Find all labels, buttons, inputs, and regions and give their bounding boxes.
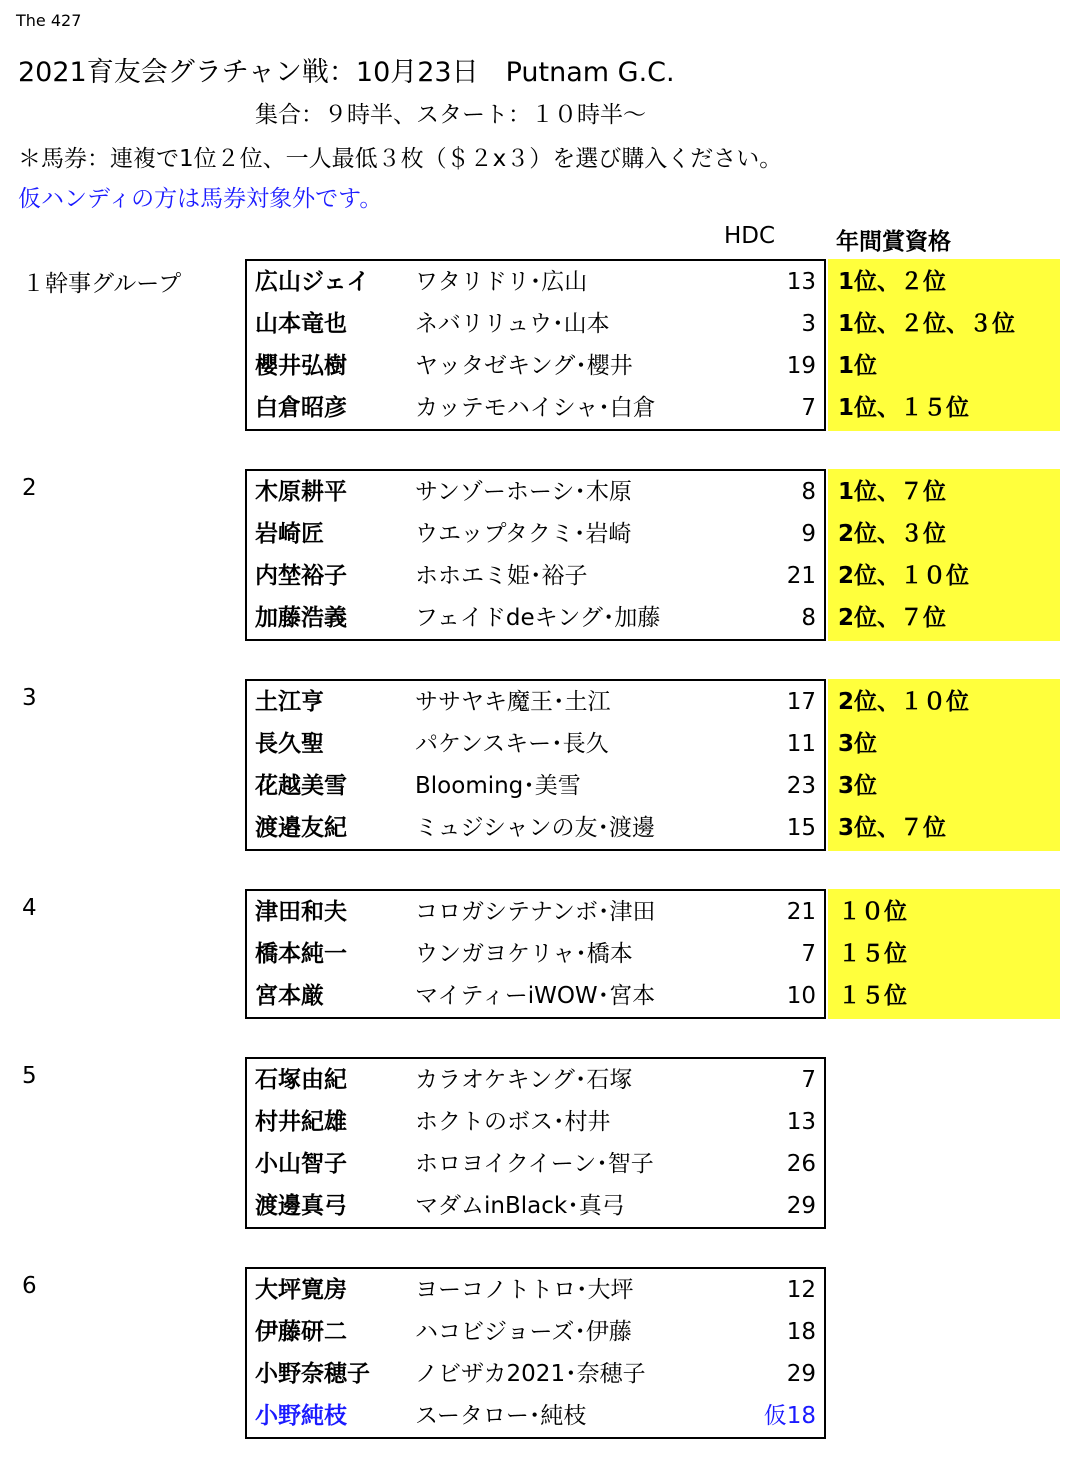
player-name: 伊藤研二 (255, 1319, 347, 1345)
group-table (245, 469, 826, 641)
meeting-time: 集合：９時半、スタート：１０時半〜 (255, 102, 646, 128)
player-handicap: 11 (786, 731, 816, 757)
award-eligibility: 2位、７位 (838, 605, 947, 631)
award-eligibility: 1位、２位 (838, 269, 947, 295)
award-eligibility: 2位、１０位 (838, 689, 970, 715)
player-row (247, 1353, 824, 1395)
player-name: 櫻井弘樹 (255, 353, 347, 379)
group-label: 5 (22, 1063, 37, 1089)
group-label: 4 (22, 895, 37, 921)
player-name: 小野奈穂子 (255, 1361, 370, 1387)
player-handicap: 15 (786, 815, 816, 841)
player-handicap: 21 (786, 899, 816, 925)
player-name: 広山ジェイ (255, 269, 370, 295)
player-name: 山本竜也 (255, 311, 347, 337)
player-name: 宮本厳 (255, 983, 324, 1009)
group-table (245, 1267, 826, 1439)
player-name: 渡邉友紀 (255, 815, 347, 841)
player-name: 村井紀雄 (255, 1109, 347, 1135)
player-handicap: 12 (786, 1277, 816, 1303)
player-name: 木原耕平 (255, 479, 347, 505)
player-nickname: ヤッタゼキング･櫻井 (415, 353, 633, 379)
player-row (247, 723, 824, 765)
provisional-handicap-note: 仮ハンディの方は馬券対象外です。 (18, 186, 383, 212)
player-row (247, 513, 824, 555)
player-nickname: ホホエミ姫･裕子 (415, 563, 588, 589)
player-handicap: 29 (786, 1361, 816, 1387)
doc-small-title: The 427 (16, 11, 82, 30)
player-nickname: フェイドdeキング･加藤 (415, 605, 661, 631)
player-handicap: 仮18 (763, 1403, 816, 1429)
player-nickname: カラオケキング･石塚 (415, 1067, 633, 1093)
player-row (247, 933, 824, 975)
player-handicap: 10 (786, 983, 816, 1009)
award-eligibility: １５位 (838, 983, 907, 1009)
player-row (247, 555, 824, 597)
player-nickname: ミュジシャンの友･渡邊 (415, 815, 656, 841)
player-handicap: 7 (801, 1067, 816, 1093)
player-nickname: コロガシテナンボ･津田 (415, 899, 656, 925)
player-row (247, 471, 824, 513)
group-label: 6 (22, 1273, 37, 1299)
group-table (245, 1057, 826, 1229)
player-nickname: サンゾーホーシ･木原 (415, 479, 632, 505)
award-eligibility: 3位、７位 (838, 815, 947, 841)
player-name: 長久聖 (255, 731, 324, 757)
player-name: 花越美雪 (255, 773, 347, 799)
player-row (247, 807, 824, 849)
player-nickname: ササヤキ魔王･土江 (415, 689, 611, 715)
player-row (247, 975, 824, 1017)
player-handicap: 19 (786, 353, 816, 379)
group-label: １幹事グループ (22, 271, 182, 297)
player-name: 石塚由紀 (255, 1067, 347, 1093)
award-eligibility: １５位 (838, 941, 907, 967)
award-eligibility: 3位 (838, 773, 878, 799)
player-nickname: ネバリリュウ･山本 (415, 311, 610, 337)
award-eligibility: １０位 (838, 899, 907, 925)
player-row (247, 1269, 824, 1311)
group-table (245, 259, 826, 431)
player-nickname: Blooming･美雪 (415, 773, 581, 799)
player-nickname: ノビザカ2021･奈穂子 (415, 1361, 646, 1387)
player-name: 津田和夫 (255, 899, 347, 925)
player-name: 小山智子 (255, 1151, 347, 1177)
award-eligibility-column (828, 679, 1060, 851)
player-nickname: ウンガヨケリャ･橋本 (415, 941, 633, 967)
player-nickname: ホロヨイクイーン･智子 (415, 1151, 654, 1177)
award-eligibility: 3位 (838, 731, 878, 757)
player-nickname: マダムinBlack･真弓 (415, 1193, 625, 1219)
player-row (247, 1059, 824, 1101)
player-row (247, 1185, 824, 1227)
player-row (247, 891, 824, 933)
player-handicap: 9 (801, 521, 816, 547)
player-handicap: 3 (801, 311, 816, 337)
award-eligibility: 1位 (838, 353, 878, 379)
player-name: 土江亨 (255, 689, 324, 715)
player-nickname: カッテモハイシャ･白倉 (415, 395, 656, 421)
player-handicap: 21 (786, 563, 816, 589)
column-header-award: 年間賞資格 (836, 229, 951, 255)
player-row (247, 765, 824, 807)
player-row (247, 1101, 824, 1143)
player-nickname: ハコビジョーズ･伊藤 (415, 1319, 632, 1345)
player-nickname: パケンスキー･長久 (415, 731, 609, 757)
award-eligibility: 1位、１５位 (838, 395, 970, 421)
player-nickname: ウエップタクミ･岩崎 (415, 521, 632, 547)
player-row (247, 303, 824, 345)
group-label: 2 (22, 475, 37, 501)
player-handicap: 7 (801, 395, 816, 421)
group-table (245, 889, 826, 1019)
player-handicap: 8 (801, 605, 816, 631)
award-eligibility-column (828, 889, 1060, 1019)
player-name: 加藤浩義 (255, 605, 347, 631)
player-name: 大坪寛房 (255, 1277, 347, 1303)
player-handicap: 29 (786, 1193, 816, 1219)
player-row (247, 1311, 824, 1353)
player-name: 橋本純一 (255, 941, 347, 967)
player-row (247, 387, 824, 429)
player-handicap: 23 (786, 773, 816, 799)
award-eligibility: 2位、３位 (838, 521, 947, 547)
player-row (247, 1395, 824, 1437)
group-table (245, 679, 826, 851)
player-nickname: ワタリドリ･広山 (415, 269, 588, 295)
player-name: 渡邊真弓 (255, 1193, 347, 1219)
player-handicap: 8 (801, 479, 816, 505)
player-handicap: 7 (801, 941, 816, 967)
award-eligibility-column (828, 259, 1060, 431)
player-handicap: 18 (786, 1319, 816, 1345)
player-row (247, 681, 824, 723)
player-row (247, 1143, 824, 1185)
player-handicap: 13 (786, 269, 816, 295)
award-eligibility: 1位、２位、３位 (838, 311, 1016, 337)
player-handicap: 17 (786, 689, 816, 715)
player-name: 白倉昭彦 (255, 395, 347, 421)
player-nickname: マイティーiWOW･宮本 (415, 983, 656, 1009)
award-eligibility: 1位、７位 (838, 479, 947, 505)
award-eligibility-column (828, 469, 1060, 641)
player-nickname: ホクトのボス･村井 (415, 1109, 611, 1135)
page-title: 2021育友会グラチャン戦：10月23日 Putnam G.C. (18, 57, 675, 88)
betting-instructions: ＊馬券：連複で1位２位、一人最低３枚（＄２x３）を選び購入ください。 (18, 146, 783, 172)
player-nickname: スータロー･純枝 (415, 1403, 587, 1429)
player-row (247, 597, 824, 639)
player-handicap: 26 (786, 1151, 816, 1177)
group-label: 3 (22, 685, 37, 711)
player-name: 岩崎匠 (255, 521, 324, 547)
player-nickname: ヨーコノトトロ･大坪 (415, 1277, 634, 1303)
column-header-hdc: HDC (724, 223, 776, 249)
player-name: 内埜裕子 (255, 563, 347, 589)
player-row (247, 261, 824, 303)
player-name: 小野純枝 (255, 1403, 347, 1429)
player-row (247, 345, 824, 387)
player-handicap: 13 (786, 1109, 816, 1135)
award-eligibility: 2位、１０位 (838, 563, 970, 589)
